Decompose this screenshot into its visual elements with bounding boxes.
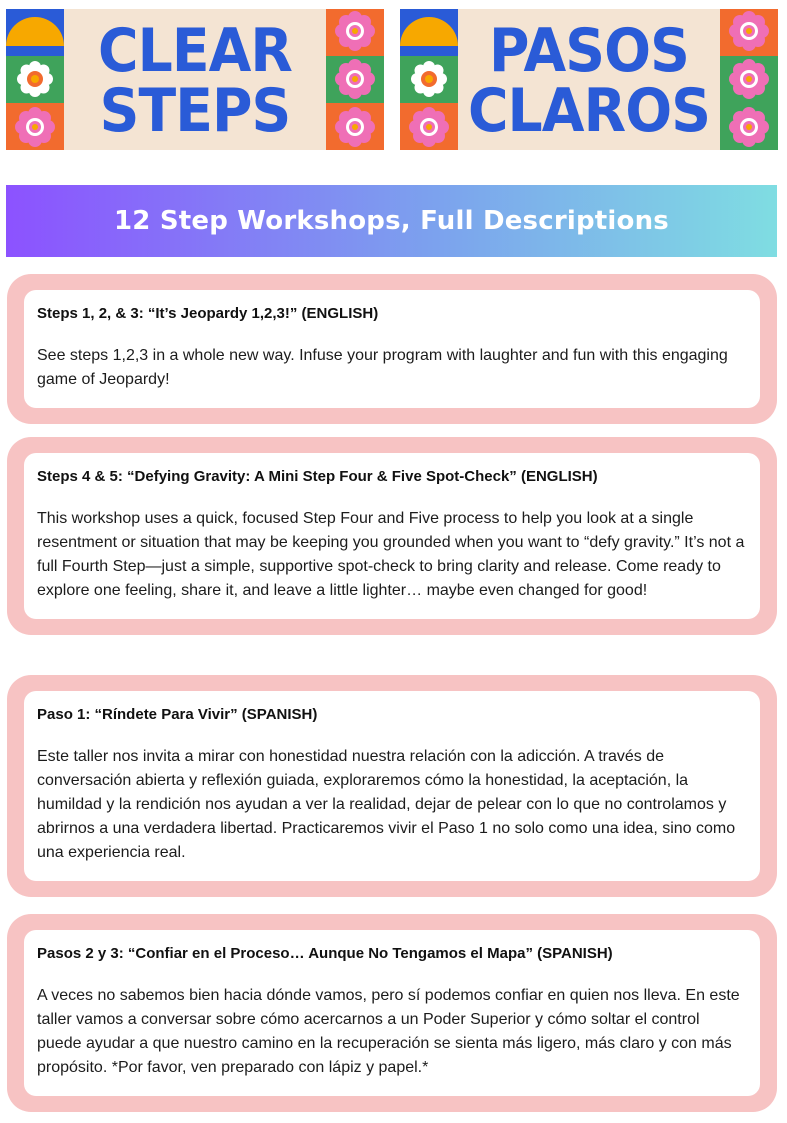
banner-line: CLAROS <box>467 75 711 146</box>
workshop-description: This workshop uses a quick, focused Step Four and Five process to help you look at a single resentment or situation that may be keeping you grounded when you want to “defy gravity.” It’s not a full Fourth Step—just a simple, supportive spot-check to bring clarity and release. Come ready to explore one feeling, share it, and leave a little lighter… maybe even changed for good! <box>37 510 745 599</box>
workshop-description: See steps 1,2,3 in a whole new way. Infuse your program with laughter and fun with this engaging game of Jeopardy! <box>37 347 728 388</box>
banner-title-english <box>74 11 315 150</box>
workshop-card <box>7 914 777 1112</box>
flower-tiles-icon <box>720 9 778 150</box>
banner-line: STEPS <box>99 75 291 146</box>
banner-line: PASOS <box>489 15 689 86</box>
banner-row <box>6 9 778 150</box>
workshop-card <box>7 437 777 635</box>
page-title: 12 Step Workshops, Full Descriptions <box>114 206 669 236</box>
workshop-card-content <box>24 930 760 1096</box>
workshop-card-content <box>24 290 760 408</box>
workshop-description: Este taller nos invita a mirar con honestidad nuestra relación con la adicción. A través de conversación abierta y reflexión guiada, exploraremos cómo la honestidad, la aceptación, la humildad y la rendición nos ayudan a ver la realidad, dejar de pelear con lo que no controlamos y abrirnos a una verdadera libertad. Practicaremos vivir el Paso 1 no solo como una idea, sino como una experiencia real. <box>37 748 736 861</box>
banner-clear-steps <box>6 9 384 150</box>
flower-tiles-icon <box>400 9 458 150</box>
banner-line: CLEAR <box>97 15 293 86</box>
workshop-title: Steps 1, 2, & 3: “It’s Jeopardy 1,2,3!” (ENGLISH) <box>37 305 379 322</box>
workshop-card <box>7 675 777 897</box>
workshop-card-content <box>24 453 760 619</box>
workshop-card-content <box>24 691 760 881</box>
section-header <box>6 185 777 257</box>
flower-tiles-icon <box>326 9 384 150</box>
banner-pasos-claros <box>400 9 778 150</box>
flower-tiles-icon <box>6 9 64 150</box>
workshop-title: Pasos 2 y 3: “Confiar en el Proceso… Aunque No Tengamos el Mapa” (SPANISH) <box>37 945 613 962</box>
workshop-title: Paso 1: “Ríndete Para Vivir” (SPANISH) <box>37 706 318 723</box>
workshop-card <box>7 274 777 424</box>
banner-title-spanish <box>468 11 709 150</box>
workshop-title: Steps 4 & 5: “Defying Gravity: A Mini Step Four & Five Spot-Check” (ENGLISH) <box>37 468 598 485</box>
workshop-description: A veces no sabemos bien hacia dónde vamos, pero sí podemos confiar en quien nos lleva. En este taller vamos a conversar sobre cómo acercarnos a un Poder Superior y cómo soltar el control puede ayudar a que nuestro camino en la recuperación se sienta más ligero, más claro y con más propósito. *Por favor, ven preparado con lápiz y papel.* <box>37 987 740 1076</box>
